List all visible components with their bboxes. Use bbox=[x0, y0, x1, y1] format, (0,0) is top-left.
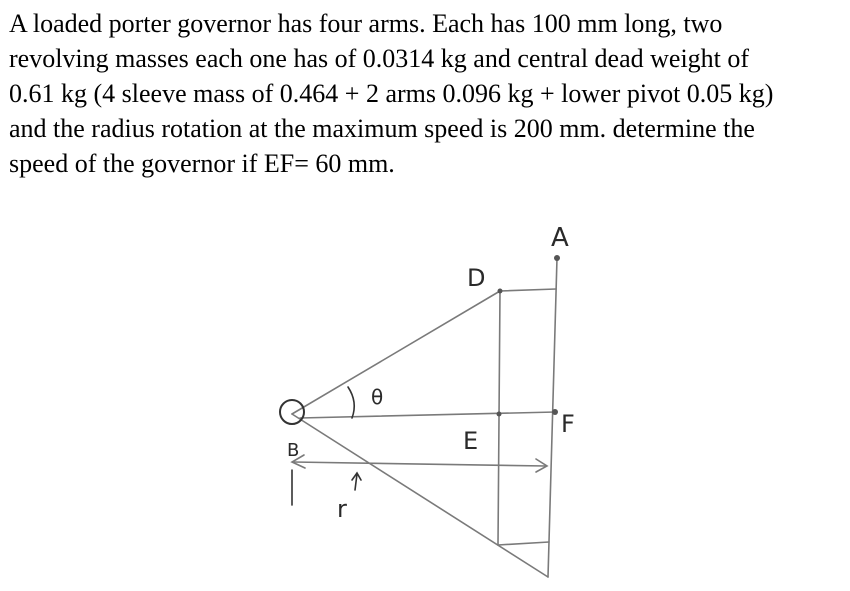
pivot-f bbox=[552, 409, 558, 415]
pivot-d bbox=[498, 289, 503, 294]
problem-line-4: and the radius rotation at the maximum speed is 200 mm. determine the bbox=[9, 114, 755, 143]
label-a: A bbox=[551, 223, 569, 253]
radius-arrow-line bbox=[293, 462, 546, 466]
pivot-e bbox=[497, 412, 502, 417]
ball-b bbox=[280, 400, 304, 424]
upper-arm-line bbox=[292, 291, 500, 414]
bottom-link-line bbox=[498, 542, 549, 545]
label-d: D bbox=[467, 264, 486, 292]
top-link-line bbox=[500, 289, 556, 291]
label-b: B bbox=[287, 440, 300, 461]
label-theta: θ bbox=[371, 385, 384, 409]
pivot-a bbox=[554, 255, 560, 261]
spindle-line bbox=[548, 258, 557, 577]
problem-line-5: speed of the governor if EF= 60 mm. bbox=[9, 149, 395, 178]
problem-line-1: A loaded porter governor has four arms. Each has 100 mm long, two bbox=[9, 9, 723, 38]
theta-arc bbox=[348, 387, 354, 418]
problem-line-2: revolving masses each one has of 0.0314 kg and central dead weight of bbox=[9, 44, 750, 73]
label-r: r bbox=[337, 495, 347, 523]
label-f: F bbox=[561, 410, 575, 438]
lower-arm-line bbox=[292, 414, 548, 577]
problem-line-3: 0.61 kg (4 sleeve mass of 0.464 + 2 arms 0.096 kg + lower pivot 0.05 kg) bbox=[9, 79, 774, 108]
link-de-line bbox=[498, 291, 500, 545]
center-line-bef bbox=[300, 412, 556, 418]
label-e: E bbox=[463, 427, 479, 455]
